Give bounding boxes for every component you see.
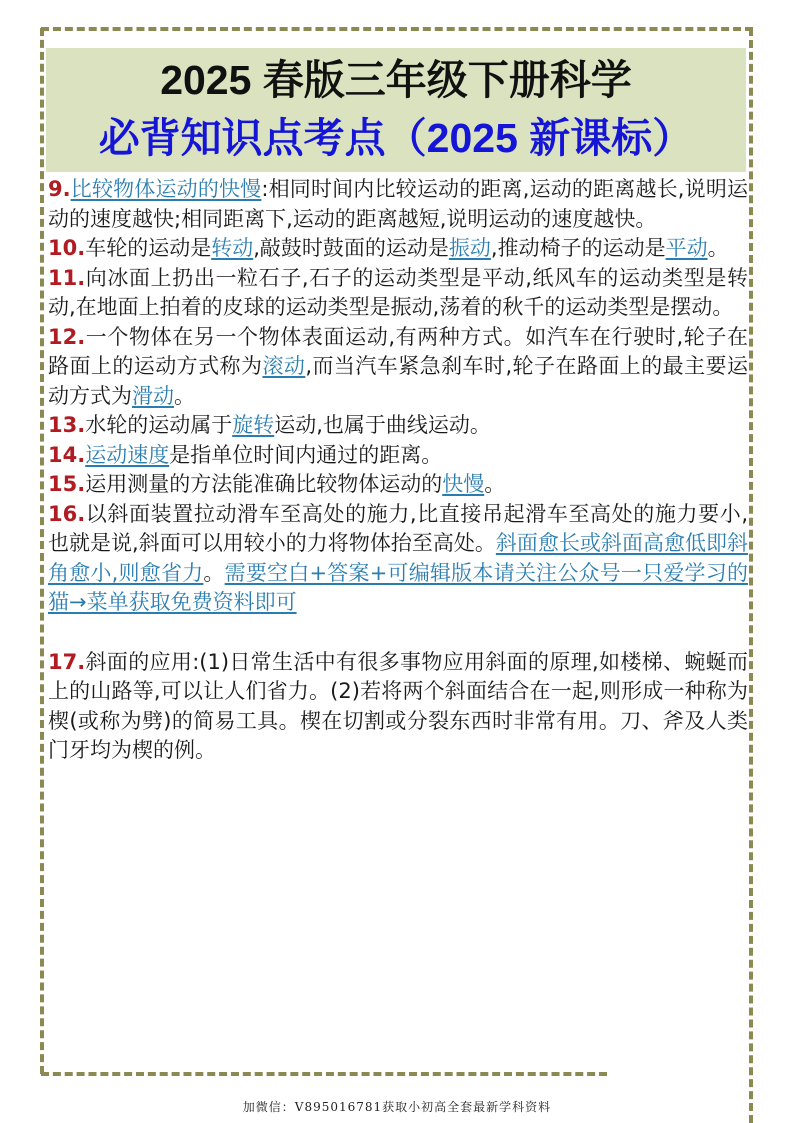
item-text: 运用测量的方法能准确比较物体运动的 [85,472,443,496]
knowledge-item-17 [48,648,748,766]
item-number: 13. [48,413,86,437]
dashed-frame-bottom [41,1072,607,1076]
dashed-frame-left [40,28,44,1074]
item-text: ,推动椅子的运动是 [490,236,666,260]
item-text: 。 [174,383,195,408]
item-text: 以斜面装置拉动滑车至高处的施力,比直接吊起滑车至高处的施力要小,也就是说,斜面可以用较小的力将物体抬至高处。 [48,501,748,555]
item-number: 10. [48,236,86,260]
item-number: 12. [48,324,86,349]
knowledge-item-14 [48,441,748,471]
dashed-frame-top [41,27,753,31]
item-text: 运动,也属于曲线运动。 [274,413,491,437]
item-number: 17. [48,649,86,674]
item-text: 向冰面上扔出一粒石子,石子的运动类型是平动,纸风车的运动类型是转动,在地面上拍着的皮球的运动类型是振动,荡着的秋千的运动类型是摆动。 [48,265,748,319]
blank-line [48,618,748,648]
dashed-frame-right [749,28,753,1123]
title-banner [46,48,746,172]
promo-link[interactable]: 需要空白+答案+可编辑版本请关注公众号一只爱学习的猫→菜单获取免费资料即可 [48,560,748,614]
page-title: 2025 春版三年级下册科学 [160,57,632,103]
highlight-term[interactable]: 滑动 [132,383,174,408]
item-text: ,而当汽车紧急刹车时,轮子在路面上的最主要运动方式为 [48,354,748,408]
page-subtitle: 必背知识点考点（2025 新课标） [98,115,694,161]
item-text: 。 [707,236,729,260]
item-text: 水轮的运动属于 [85,413,233,437]
knowledge-item-12 [48,323,748,412]
highlight-term[interactable]: 快慢 [442,472,485,496]
item-number: 14. [48,442,86,467]
item-number: 15. [48,472,86,496]
knowledge-item-11 [48,264,748,323]
knowledge-item-9 [48,175,748,234]
item-text: 。 [203,560,225,585]
footer-watermark: 加微信：V895016781获取小初高全套最新学科资料 [242,1100,552,1114]
item-text: 是指单位时间内通过的距离。 [169,442,443,467]
highlight-term[interactable]: 滚动 [262,354,306,378]
highlight-term[interactable]: 平动 [665,236,708,260]
item-text: 。 [484,472,506,496]
item-text: 斜面的应用:(1)日常生活中有很多事物应用斜面的原理,如楼梯、蜿蜒而上的山路等,可以让人们省力。(2)若将两个斜面结合在一起,则形成一种称为楔(或称为劈)的简易工具。楔在切割或分裂东西时非常有用。刀、斧及人类门牙均为楔的例。 [48,649,748,762]
item-text: 一个物体在另一个物体表面运动,有两种方式。如汽车在行驶时,轮子在路面上的运动方式称为 [48,324,748,378]
highlight-term[interactable]: 比较物体运动的快慢 [70,177,262,201]
highlight-term[interactable]: 转动 [211,236,254,260]
knowledge-item-13 [48,411,748,441]
knowledge-item-16 [48,500,748,618]
item-number: 11. [48,265,86,290]
highlight-term[interactable]: 斜面愈长或斜面高愈低即斜角愈小,则愈省力 [48,531,748,585]
item-number: 16. [48,501,86,526]
highlight-term[interactable]: 运动速度 [85,442,170,467]
knowledge-item-15 [48,470,748,500]
item-number: 9. [48,177,71,201]
item-text: :相同时间内比较运动的距离,运动的距离越长,说明运动的速度越快;相同距离下,运动的距离越短,说明运动的速度越快。 [48,177,748,231]
knowledge-item-10 [48,234,748,264]
item-text: 车轮的运动是 [85,236,212,260]
item-text: ,敲鼓时鼓面的运动是 [253,236,449,260]
highlight-term[interactable]: 振动 [448,236,491,260]
knowledge-points-list [48,175,748,766]
highlight-term[interactable]: 旋转 [232,413,275,437]
